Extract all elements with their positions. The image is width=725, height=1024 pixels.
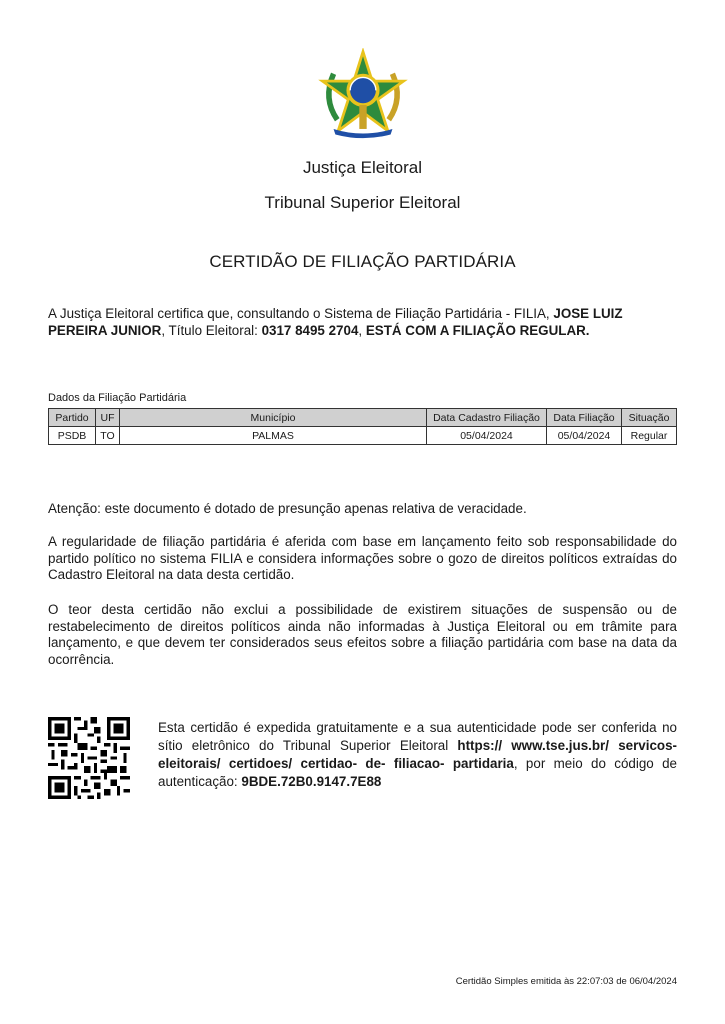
auth-text-2: , por meio do código de autenticação: bbox=[158, 756, 677, 789]
cell-municipio: PALMAS bbox=[120, 427, 427, 445]
authentication-code: 9BDE.72B0.9147.7E88 bbox=[241, 774, 382, 789]
intro-text-3: , bbox=[358, 322, 366, 338]
cell-partido: PSDB bbox=[49, 427, 96, 445]
col-header-situacao: Situação bbox=[622, 409, 677, 427]
auth-text-1: Esta certidão é expedida gratuitamente e a sua autenticidade pode ser conferida no sítio eletrônico do Tribunal Superior Eleitoral bbox=[158, 720, 677, 753]
intro-text-2: , Título Eleitoral: bbox=[161, 322, 262, 338]
header-tribunal: Tribunal Superior Eleitoral bbox=[264, 193, 461, 212]
document-title: CERTIDÃO DE FILIAÇÃO PARTIDÁRIA bbox=[209, 252, 516, 271]
holder-name: JOSE LUIZ PEREIRA JUNIOR bbox=[48, 306, 623, 338]
qr-code-icon bbox=[48, 717, 130, 799]
brazil-coat-of-arms-icon bbox=[317, 48, 409, 140]
cell-uf: TO bbox=[96, 427, 120, 445]
affiliation-table bbox=[48, 408, 677, 445]
intro-paragraph bbox=[48, 306, 677, 339]
issue-timestamp: Certidão Simples emitida às 22:07:03 de 06/04/2024 bbox=[455, 976, 677, 987]
table-caption: Dados da Filiação Partidária bbox=[48, 392, 187, 404]
col-header-municipio: Município bbox=[120, 409, 427, 427]
col-header-data-cadastro: Data Cadastro Filiação bbox=[427, 409, 547, 427]
col-header-partido: Partido bbox=[49, 409, 96, 427]
affiliation-status: ESTÁ COM A FILIAÇÃO REGULAR. bbox=[365, 322, 590, 338]
intro-text-1: A Justiça Eleitoral certifica que, consultando o Sistema de Filiação Partidária - FILIA, bbox=[48, 306, 554, 321]
table-header-row bbox=[49, 409, 677, 427]
table-row bbox=[49, 427, 677, 445]
cell-data-filiacao: 05/04/2024 bbox=[547, 427, 622, 445]
cell-data-cadastro: 05/04/2024 bbox=[427, 427, 547, 445]
authentication-paragraph bbox=[158, 719, 677, 791]
disclaimer-paragraph: O teor desta certidão não exclui a possibilidade de existirem situações de suspensão ou de restabelecimento de direitos políticos ainda não informadas à Justiça Eleitoral ou em trâmite para lançamento, e que devem ter considerados seus efeitos sobre a filiação partidária com base na data da ocorrência. bbox=[48, 602, 677, 667]
voter-id: 0317 8495 2704 bbox=[261, 322, 359, 338]
cell-situacao: Regular bbox=[622, 427, 677, 445]
col-header-data-filiacao: Data Filiação bbox=[547, 409, 622, 427]
regularity-paragraph: A regularidade de filiação partidária é aferida com base em lançamento feito sob responsabilidade do partido político no sistema FILIA e considera informações sobre o gozo de direitos políticos extraídas do Cadastro Eleitoral na data desta certidão. bbox=[48, 534, 677, 582]
verification-url[interactable]: https:// www.tse.jus.br/ servicos- eleitorais/ certidoes/ certidao- de- filiacao- partidaria bbox=[158, 738, 677, 771]
attention-note: Atenção: este documento é dotado de presunção apenas relativa de veracidade. bbox=[48, 501, 527, 516]
col-header-uf: UF bbox=[96, 409, 120, 427]
header-institution: Justiça Eleitoral bbox=[302, 158, 423, 177]
